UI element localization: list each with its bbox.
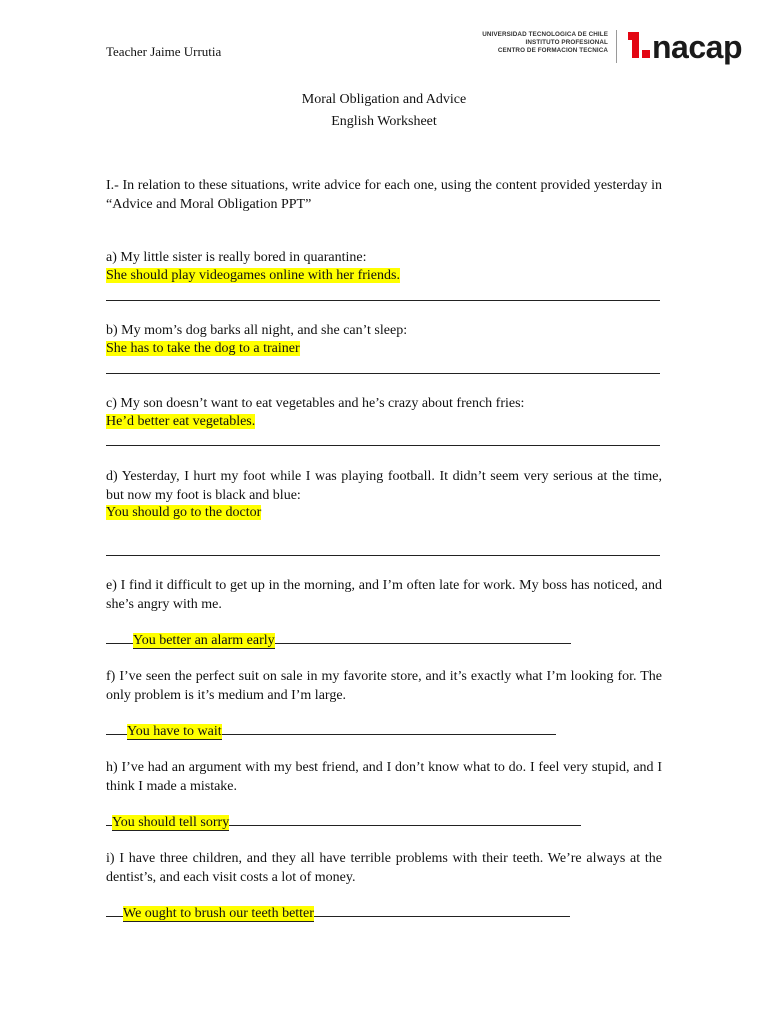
answer-blank-leading bbox=[106, 903, 123, 917]
institution-line-institute: INSTITUTO PROFESIONAL bbox=[525, 39, 608, 46]
answer-highlight: You should go to the doctor bbox=[106, 505, 262, 520]
question-text: I’ve seen the perfect suit on sale in my favorite store, and it’s exactly what I’m looking for. The only problem is it’s medium and I’m large. bbox=[106, 669, 662, 703]
question-text: Yesterday, I hurt my foot while I was playing football. It didn’t seem very serious at the time, but now my foot is black and blue: bbox=[106, 469, 662, 503]
question-text: I have three children, and they all have terrible problems with their teeth. We’re always at the dentist’s, and each visit costs a lot of money. bbox=[106, 851, 662, 885]
question-letter: h) bbox=[106, 760, 118, 775]
institution-lines bbox=[468, 31, 608, 55]
question-c bbox=[106, 394, 662, 413]
worksheet-title: Moral Obligation and Advice bbox=[301, 92, 467, 107]
answer-line-c bbox=[106, 445, 660, 446]
question-text: My mom’s dog barks all night, and she can’t sleep: bbox=[117, 323, 408, 338]
question-a bbox=[106, 248, 662, 267]
question-text: I find it difficult to get up in the morning, and I’m often late for work. My boss has noticed, and she’s angry with me. bbox=[106, 578, 662, 612]
answer-blank-leading bbox=[106, 721, 127, 735]
teacher-name: Teacher Jaime Urrutia bbox=[106, 44, 222, 59]
answer-highlight: She should play videogames online with her friends. bbox=[106, 268, 400, 283]
answer-blank-leading bbox=[106, 630, 133, 644]
answer-highlight: He’d better eat vegetables. bbox=[106, 414, 256, 429]
question-h bbox=[106, 758, 662, 796]
answer-highlight: She has to take the dog to a trainer bbox=[106, 341, 300, 356]
inacap-logo-mark-icon bbox=[628, 32, 650, 58]
question-f bbox=[106, 667, 662, 705]
answer-blank-trailing bbox=[222, 721, 556, 735]
answer-c bbox=[106, 412, 255, 431]
question-letter: i) bbox=[106, 851, 115, 866]
question-b bbox=[106, 321, 662, 340]
question-text: My son doesn’t want to eat vegetables and he’s crazy about french fries: bbox=[116, 396, 525, 411]
answer-b bbox=[106, 339, 300, 358]
answer-e bbox=[106, 630, 571, 650]
inacap-logo-wordmark: nacap bbox=[652, 29, 742, 65]
question-text: I’ve had an argument with my best friend, and I don’t know what to do. I feel very stupid, and I think I made a mistake. bbox=[106, 760, 662, 794]
answer-blank-trailing bbox=[229, 812, 581, 826]
answer-line-d bbox=[106, 555, 660, 556]
answer-d bbox=[106, 503, 261, 522]
answer-line-a bbox=[106, 300, 660, 301]
question-letter: e) bbox=[106, 578, 117, 593]
answer-i bbox=[106, 903, 570, 923]
institution-line-university: UNIVERSIDAD TECNOLOGICA DE CHILE bbox=[482, 31, 608, 38]
question-letter: a) bbox=[106, 250, 117, 265]
worksheet-subtitle: English Worksheet bbox=[331, 114, 437, 129]
answer-highlight: You have to wait bbox=[127, 724, 222, 739]
question-letter: f) bbox=[106, 669, 116, 684]
answer-h bbox=[106, 812, 581, 832]
answer-blank-trailing bbox=[275, 630, 571, 644]
answer-highlight: You better an alarm early bbox=[133, 633, 275, 648]
institution-line-center: CENTRO DE FORMACION TECNICA bbox=[497, 47, 608, 54]
question-letter: b) bbox=[106, 323, 118, 338]
question-d bbox=[106, 467, 662, 505]
instructions: I.- In relation to these situations, write advice for each one, using the content provided yesterday in “Advice and Moral Obligation PPT” bbox=[106, 178, 662, 212]
logo-divider bbox=[616, 30, 617, 63]
question-i bbox=[106, 849, 662, 887]
answer-highlight: You should tell sorry bbox=[112, 815, 230, 830]
answer-a bbox=[106, 266, 400, 285]
question-text: My little sister is really bored in quarantine: bbox=[116, 250, 367, 265]
question-letter: d) bbox=[106, 469, 118, 484]
answer-highlight: We ought to brush our teeth better bbox=[123, 906, 314, 921]
question-letter: c) bbox=[106, 396, 117, 411]
answer-line-b bbox=[106, 373, 660, 374]
answer-blank-trailing bbox=[314, 903, 570, 917]
answer-f bbox=[106, 721, 556, 741]
question-e bbox=[106, 576, 662, 614]
